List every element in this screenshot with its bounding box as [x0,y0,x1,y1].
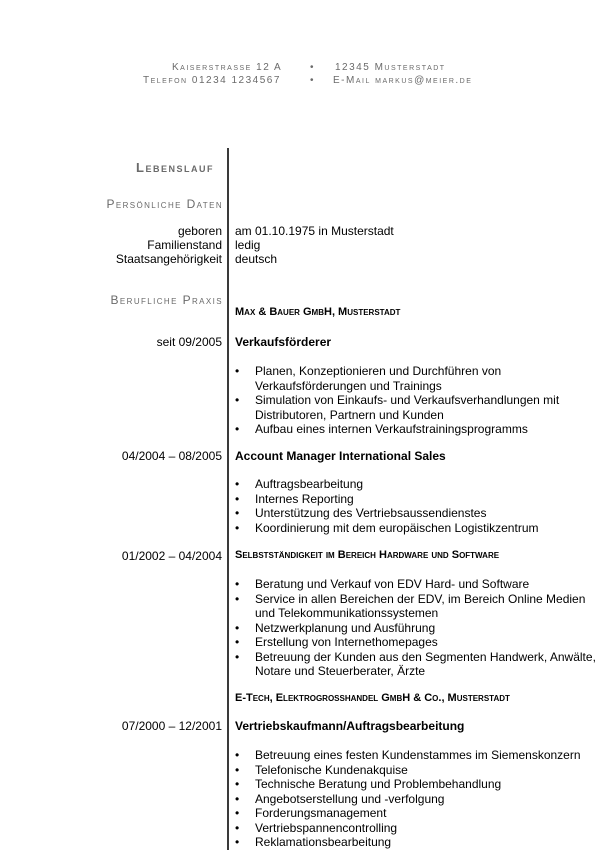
job-date: 04/2004 – 08/2005 [121,449,222,463]
job-date: 07/2000 – 12/2001 [121,719,222,733]
task-item: • Koordinierung mit dem europäischen Logistikzentrum [235,521,600,536]
header-separator: • [310,75,316,86]
section-heading-career: Berufliche Praxis [110,293,223,307]
value-nationality: deutsch [235,252,278,266]
vertical-divider [227,148,229,850]
label-marital-status: Familienstand [147,238,222,252]
job-title: Account Manager International Sales [235,449,446,463]
label-nationality: Staatsangehörigkeit [115,252,222,266]
task-item: • Simulation von Einkaufs- und Verkaufsverhandlungen mit Distributoren, Partnern und Kunden [235,393,600,422]
task-list [235,748,600,850]
value-marital-status: ledig [235,238,261,252]
task-item: • Betreuung der Kunden aus den Segmenten Handwerk, Anwälte, Notare und Steuerberater, Ärzte [235,650,600,679]
label-born: geboren [177,224,222,238]
task-item: • Beratung und Verkauf von EDV Hard- und Software [235,577,600,592]
job-title: Vertriebskaufmann/Auftragsbearbeitung [235,719,465,733]
task-item: • Reklamationsbearbeitung [235,835,600,850]
job-date: seit 09/2005 [156,335,222,349]
job-title: Selbstständigkeit im Bereich Hardware und Software [235,549,500,561]
task-item: • Unterstützung des Vertriebsaussendienstes [235,506,600,521]
phone: Telefon 01234 1234567 [143,75,281,86]
job-date: 01/2002 – 04/2004 [121,549,222,563]
document-title: Lebenslauf [136,160,214,175]
task-item: • Telefonische Kundenakquise [235,763,600,778]
job-title: Verkaufsförderer [235,335,332,349]
task-item: • Technische Beratung und Problembehandlung [235,777,600,792]
task-item: • Service in allen Bereichen der EDV, im Bereich Online Medien und Telekommunikationssystemen [235,592,600,621]
city: 12345 Musterstadt [335,62,446,73]
task-list [235,364,600,437]
task-item: • Planen, Konzeptionieren und Durchführen von Verkaufsförderungen und Trainings [235,364,600,393]
task-item: • Vertriebspannencontrolling [235,821,600,836]
task-item: • Betreuung eines festen Kundenstammes im Siemenskonzern [235,748,600,763]
street: Kaiserstrasse 12 A [172,62,283,73]
task-item: • Netzwerkplanung und Ausführung [235,621,600,636]
task-list [235,477,600,535]
task-item: • Erstellung von Internethomepages [235,635,600,650]
task-item: • Angebotserstellung und -verfolgung [235,792,600,807]
task-list [235,577,600,679]
value-born: am 01.10.1975 in Musterstadt [235,224,394,238]
task-item: • Forderungsmanagement [235,806,600,821]
header-separator: • [310,62,316,73]
section-heading-personal: Persönliche Daten [106,197,223,211]
task-item: • Internes Reporting [235,492,600,507]
company-name: Max & Bauer GmbH, Musterstadt [235,306,401,318]
task-item: • Aufbau eines internen Verkaufstrainingsprogramms [235,422,600,437]
email: E-Mail markus@meier.de [333,75,473,86]
task-item: • Auftragsbearbeitung [235,477,600,492]
company-name: E-Tech, Elektrogrosshandel GmbH & Co., Musterstadt [235,692,510,704]
